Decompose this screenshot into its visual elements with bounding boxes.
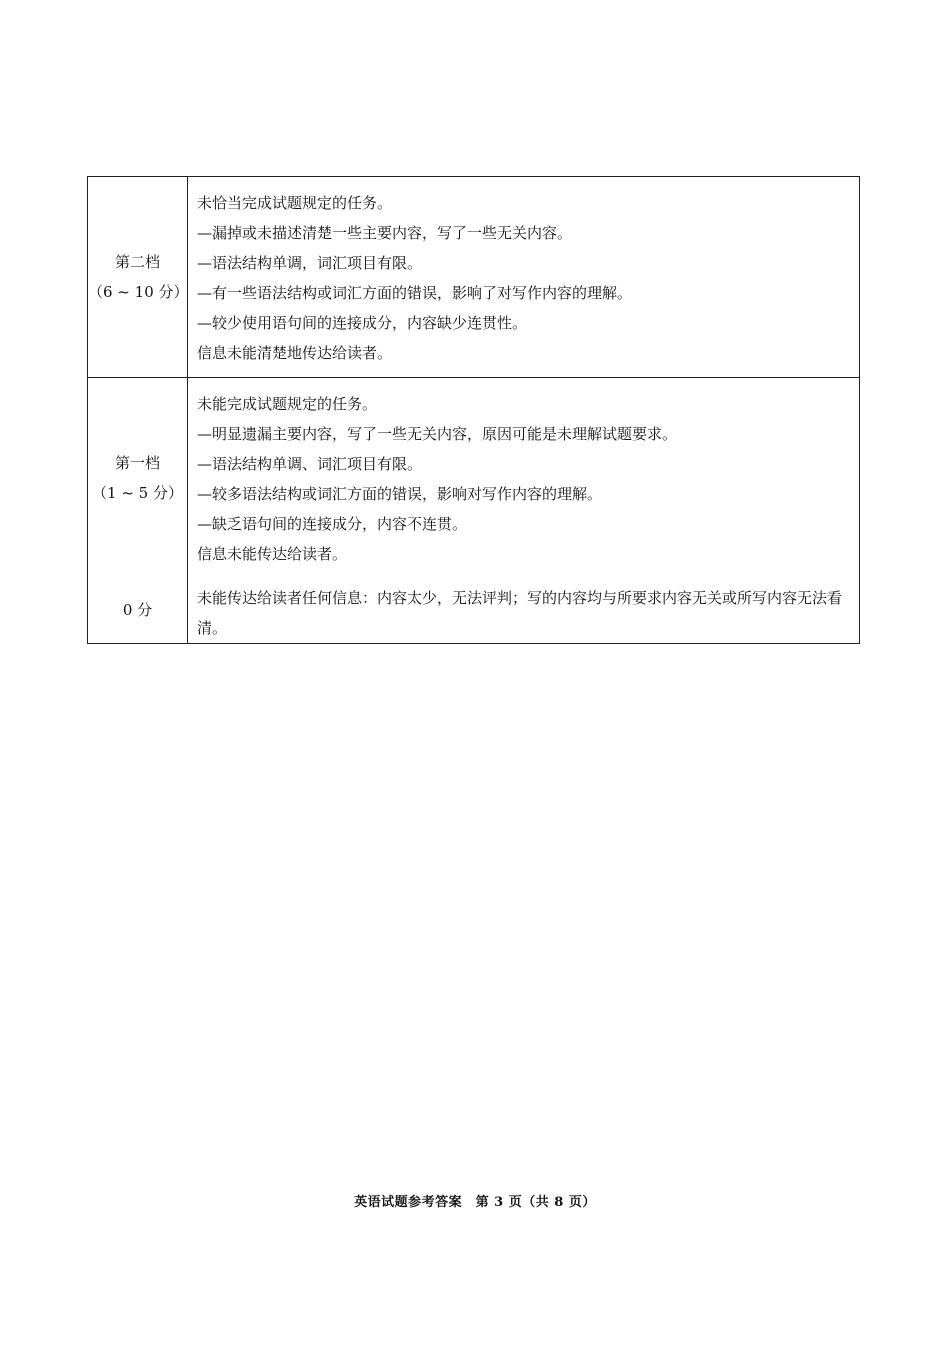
level-0-name: 0 分 — [122, 601, 153, 619]
level-1-range: （1 ~ 5 分） — [92, 484, 183, 502]
level-2-line: 信息未能清楚地传达给读者。 — [197, 344, 393, 362]
level-2-description — [188, 177, 860, 378]
page-footer: 英语试题参考答案 第 3 页（共 8 页） — [354, 1195, 596, 1210]
level-2-line: —语法结构单调，词汇项目有限。 — [197, 254, 423, 272]
level-2-line: —有一些语法结构或词汇方面的错误，影响了对写作内容的理解。 — [197, 284, 633, 302]
level-1-line: 信息未能传达给读者。 — [197, 545, 348, 563]
level-1-line: —缺乏语句间的连接成分，内容不连贯。 — [197, 515, 468, 533]
level-2-line: —漏掉或未描述清楚一些主要内容，写了一些无关内容。 — [197, 224, 573, 242]
level-1-name: 第一档 — [114, 454, 160, 472]
level-1-line: 未能完成试题规定的任务。 — [197, 395, 378, 413]
scoring-rubric-table — [87, 176, 860, 644]
rubric-row-level-1-and-0 — [88, 378, 860, 644]
level-2-line: 未恰当完成试题规定的任务。 — [197, 194, 393, 212]
level-1-line: —明显遗漏主要内容，写了一些无关内容，原因可能是未理解试题要求。 — [197, 425, 678, 443]
level-1-description — [188, 378, 860, 644]
level-2-name: 第二档 — [114, 253, 160, 271]
level-1-line: —较多语法结构或词汇方面的错误，影响对写作内容的理解。 — [197, 485, 603, 503]
level-1-cell — [88, 378, 188, 644]
level-2-range: （6 ~ 10 分） — [88, 283, 189, 301]
level-2-line: —较少使用语句间的连接成分，内容缺少连贯性。 — [197, 314, 528, 332]
rubric-row-level-2 — [88, 177, 860, 378]
level-2-cell — [88, 177, 188, 378]
level-1-line: —语法结构单调、词汇项目有限。 — [197, 455, 423, 473]
level-0-description: 未能传达给读者任何信息：内容太少，无法评判；写的内容均与所要求内容无关或所写内容无法看清。 — [197, 589, 843, 637]
